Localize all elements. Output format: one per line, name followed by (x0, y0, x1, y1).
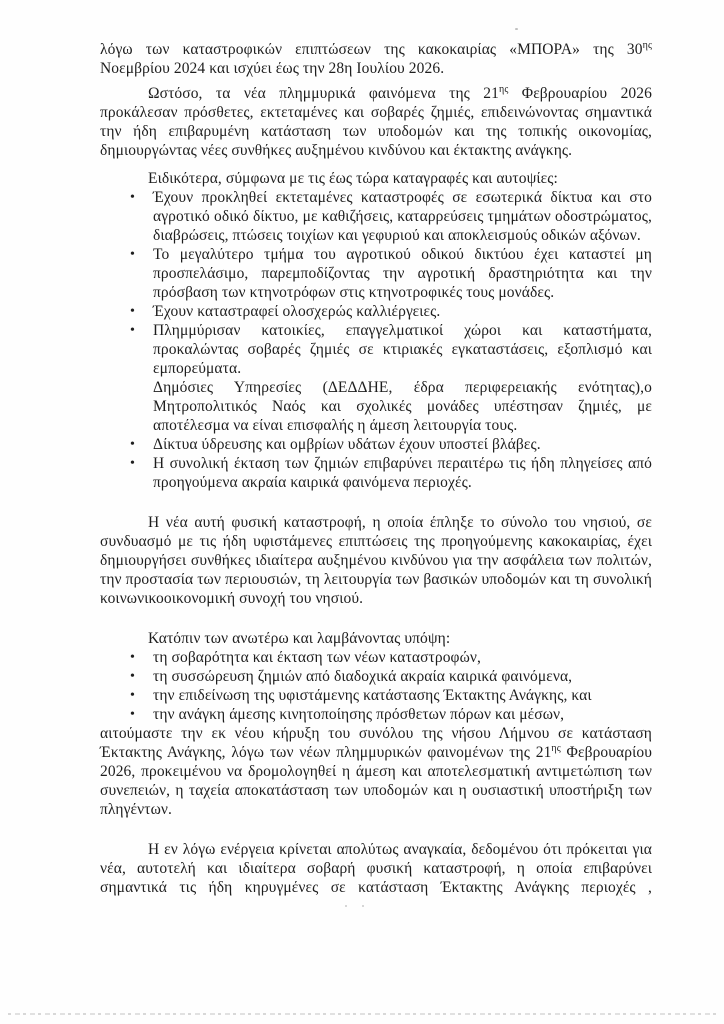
bullet-marker-icon: • (130, 650, 136, 665)
text-run: Έχουν καταστραφεί ολοσχερώς καλλιέργειες. (153, 303, 441, 320)
bullet-marker-icon: • (130, 707, 136, 722)
superscript-text: ης (551, 742, 561, 754)
scan-speck (345, 905, 347, 907)
text-run: Φεβρουαρίου 2026 προκάλεσαν πρόσθετες, εκτεταμένες και σοβαρές ζημιές, επιδεινώνοντας σημαντικά την ήδη επιβαρυμένη κατάσταση των υποδομών και της τοπικής οικονομίας, δημιουργώντας νέες συνθήκες αυξημένου κινδύνου και έκτακτης ανάγκης. (100, 85, 652, 159)
text-run: Η εν λόγω ενέργεια κρίνεται απολύτως αναγκαία, δεδομένου ότι πρόκειται για νέα, αυτοτελή και ιδιαίτερα σοβαρή φυσική καταστροφή, η οποία επιβαρύνει σημαντικά τις ήδη κηρυγμένες σε κατάσταση Έκτακτης Ανάγκης περιοχές , (100, 841, 652, 896)
superscript-text: ης (642, 39, 652, 51)
bullet-item (130, 667, 652, 686)
scan-speck (515, 28, 518, 30)
text-run: Φεβρουαρίου 2026, προκειμένου να δρομολογηθεί η άμεση και αποτελεσματική αντιμετώπιση των συνεπειών, η ταχεία αποκατάσταση των υποδομών και η ουσιαστική υποστήριξη των πληγέντων. (100, 744, 652, 818)
paragraph (100, 40, 652, 78)
document-body (100, 40, 652, 897)
text-run: Δημόσιες Υπηρεσίες (ΔΕΔΔΗΕ, έδρα περιφερειακής ενότητας),ο Μητροπολιτικός Ναός και σχολικές μονάδες υπέστησαν ζημιές, με αποτέλεσμα να είναι επισφαλής η άμεση λειτουργία τους. (153, 379, 652, 434)
paragraph (153, 378, 652, 435)
bullet-item (130, 245, 652, 302)
text-run: Δίκτυα ύδρευσης και ομβρίων υδάτων έχουν υποστεί βλάβες. (153, 436, 541, 453)
bullet-marker-icon: • (130, 669, 136, 684)
text-run: Η νέα αυτή φυσική καταστροφή, η οποία έπληξε το σύνολο του νησιού, σε συνδυασμό με τις ήδη υφιστάμενες επιπτώσεις της προηγούμενης κακοκαιρίας, έχει δημιουργήσει συνθήκες ιδιαίτερα αυξημένου κινδύνου για την ασφάλεια των πολιτών, την προστασία των περιουσιών, τη λειτουργία των βασικών υποδομών και τη συνολική κοινωνικοοικονομική συνοχή του νησιού. (100, 514, 652, 607)
text-run: αιτούμαστε την εκ νέου κήρυξη του συνόλου της νήσου Λήμνου σε κατάσταση Έκτακτης Ανάγκης, λόγω των νέων πλημμυρικών φαινομένων της 21 (100, 725, 652, 761)
bullet-item (130, 705, 652, 724)
text-run: τη σοβαρότητα και έκταση των νέων καταστροφών, (153, 649, 481, 666)
paragraph (100, 84, 652, 160)
scan-noise-line (8, 1013, 720, 1015)
text-run: Έχουν προκληθεί εκτεταμένες καταστροφές σε εσωτερικά δίκτυα και στο αγροτικό οδικό δίκτυο, με καθιζήσεις, καταρρεύσεις τμημάτων οδοστρώματος, διαβρώσεις, πτώσεις τοιχίων και γεφυριού και αποκλεισμούς οδικών αξόνων. (153, 189, 652, 244)
bullet-marker-icon: • (130, 190, 136, 205)
bullet-item (130, 435, 652, 454)
bullet-item (130, 454, 652, 492)
bullet-marker-icon: • (130, 304, 136, 319)
bullet-item (130, 188, 652, 245)
text-run: Ειδικότερα, σύμφωνα με τις έως τώρα καταγραφές και αυτοψίες: (148, 170, 558, 187)
text-run: την επιδείνωση της υφιστάμενης κατάστασης Έκτακτης Ανάγκης, και (153, 687, 592, 704)
bullet-marker-icon: • (130, 456, 136, 471)
text-run: Νοεμβρίου 2024 και ισχύει έως την 28η Ιουλίου 2026. (100, 60, 445, 77)
text-run: Το μεγαλύτερο τμήμα του αγροτικού οδικού δικτύου έχει καταστεί μη προσπελάσιμο, παρεμποδίζοντας την αγροτική δραστηριότητα και την πρόσβαση των κτηνοτρόφων στις κτηνοτροφικές τους μονάδες. (153, 246, 652, 301)
paragraph (100, 513, 652, 608)
paragraph (100, 169, 652, 188)
text-run: Κατόπιν των ανωτέρω και λαμβάνοντας υπόψη: (148, 630, 451, 647)
text-run: τη συσσώρευση ζημιών από διαδοχικά ακραία καιρικά φαινόμενα, (153, 668, 573, 685)
text-run: την ανάγκη άμεσης κινητοποίησης πρόσθετων πόρων και μέσων, (153, 706, 565, 723)
bullet-marker-icon: • (130, 323, 136, 338)
text-run: Ωστόσο, τα νέα πλημμυρικά φαινόμενα της 21 (148, 85, 499, 102)
bullet-item (130, 321, 652, 378)
text-run: Η συνολική έκταση των ζημιών επιβαρύνει περαιτέρω τις ήδη πληγείσες από προηγούμενα ακραία καιρικά φαινόμενα περιοχές. (153, 455, 652, 491)
bullet-marker-icon: • (130, 247, 136, 262)
bullet-item (130, 302, 652, 321)
text-run: λόγω των καταστροφικών επιπτώσεων της κακοκαιρίας «ΜΠΟΡΑ» της 30 (100, 41, 643, 58)
bullet-marker-icon: • (130, 437, 136, 452)
superscript-text: ης (498, 83, 509, 95)
paragraph (100, 629, 652, 648)
scan-speck (362, 905, 364, 907)
text-run: Πλημμύρισαν κατοικίες, επαγγελματικοί χώροι και καταστήματα, προκαλώντας σοβαρές ζημιές σε κτιριακές εγκαταστάσεις, εξοπλισμό και εμπορεύματα. (153, 322, 652, 377)
paragraph (100, 724, 652, 819)
paragraph (100, 840, 652, 897)
bullet-marker-icon: • (130, 688, 136, 703)
bullet-item (130, 686, 652, 705)
bullet-item (130, 648, 652, 667)
